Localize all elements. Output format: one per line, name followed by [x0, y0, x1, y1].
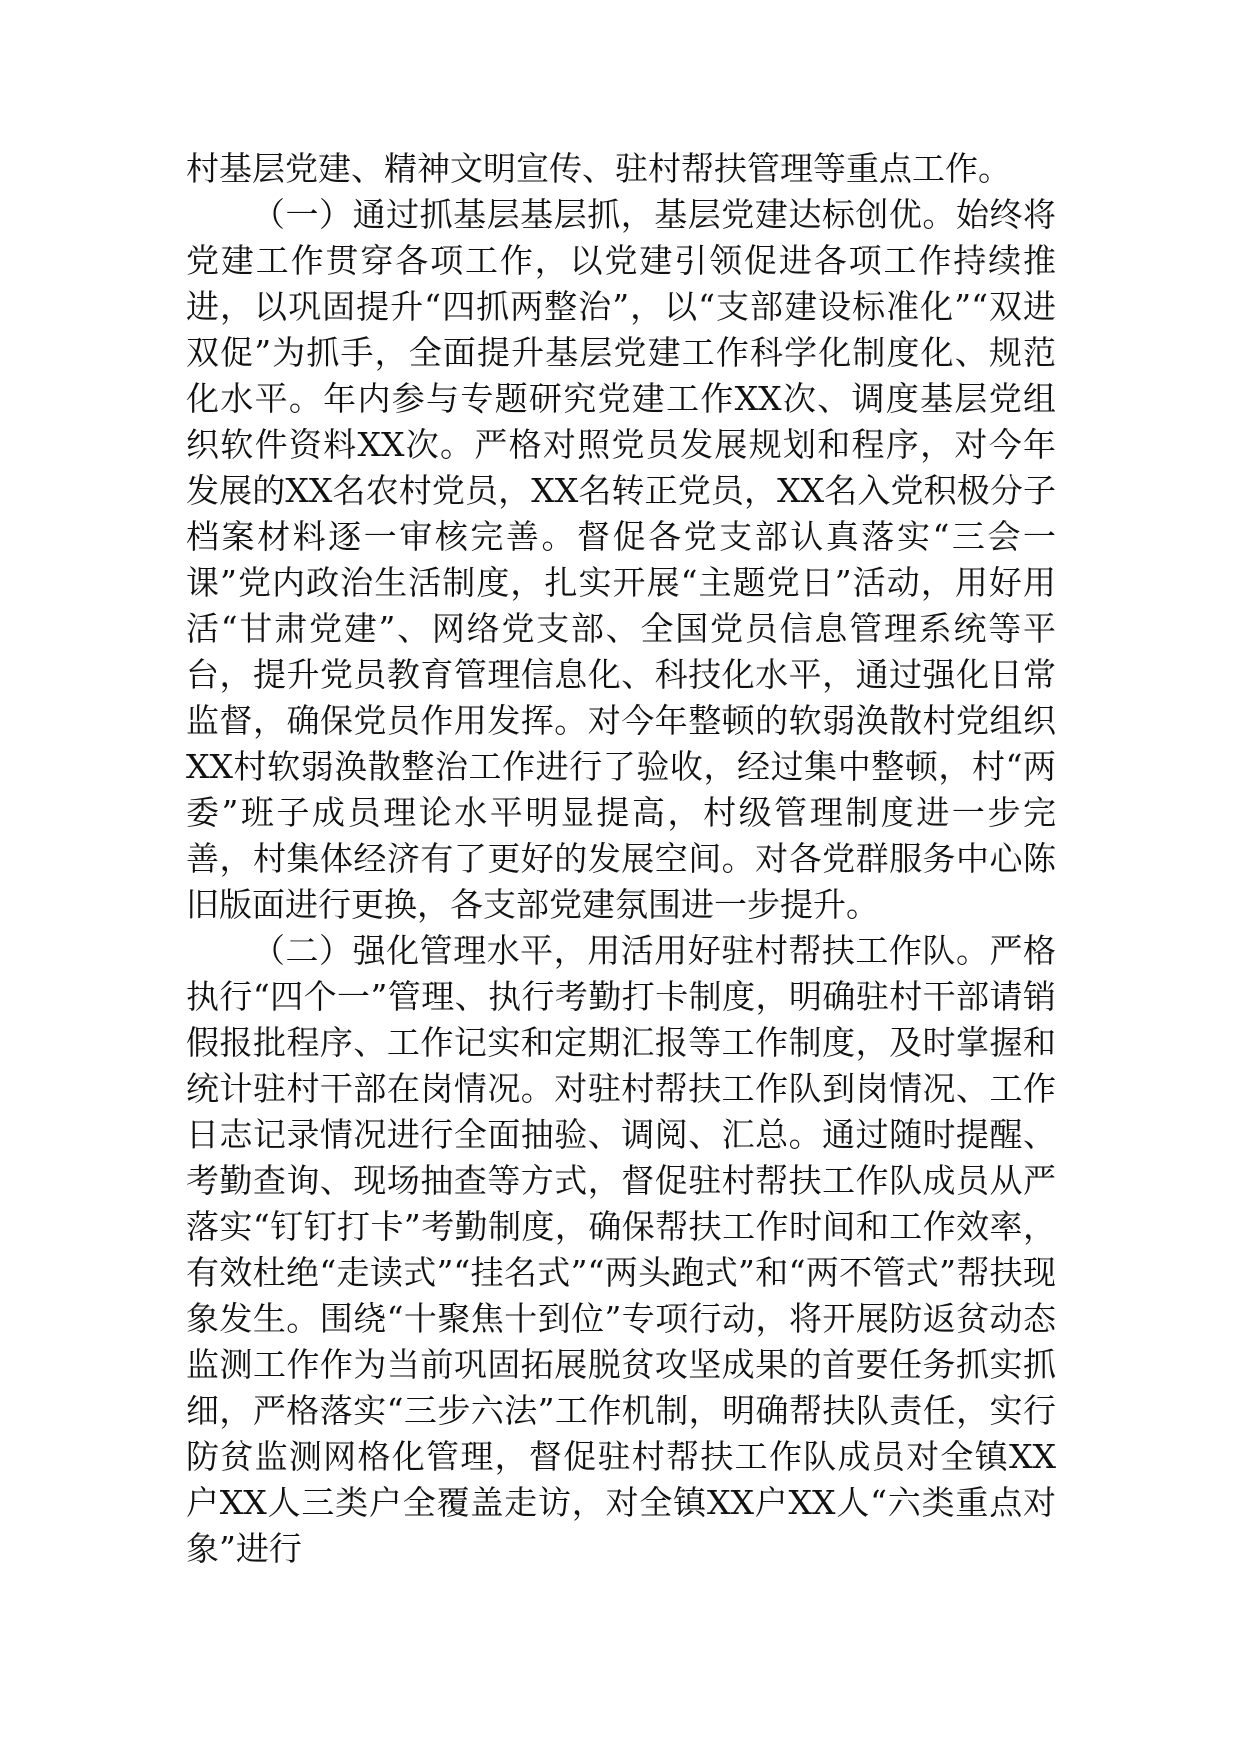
document-page: [186, 146, 1056, 1572]
paragraph-continuation: 村基层党建、精神文明宣传、驻村帮扶管理等重点工作。: [186, 149, 1011, 188]
paragraph-section-one: （一）通过抓基层基层抓，基层党建达标创优。始终将党建工作贯穿各项工作，以党建引领促进各项工作持续推进，以巩固提升“四抓两整治”，以“支部建设标准化”“双进双促”为抓手，全面提升基层党建工作科学化制度化、规范化水平。年内参与专题研究党建工作XX次、调度基层党组织软件资料XX次。严格对照党员发展规划和程序，对今年发展的XX名农村党员，XX名转正党员，XX名入党积极分子档案材料逐一审核完善。督促各党支部认真落实“三会一课”党内政治生活制度，扎实开展“主题党日”活动，用好用活“甘肃党建”、网络党支部、全国党员信息管理系统等平台，提升党员教育管理信息化、科技化水平，通过强化日常监督，确保党员作用发挥。对今年整顿的软弱涣散村党组织XX村软弱涣散整治工作进行了验收，经过集中整顿，村“两委”班子成员理论水平明显提高，村级管理制度进一步完善，村集体经济有了更好的发展空间。对各党群服务中心陈旧版面进行更换，各支部党建氛围进一步提升。: [186, 195, 1056, 924]
paragraph-section-two: （二）强化管理水平，用活用好驻村帮扶工作队。严格执行“四个一”管理、执行考勤打卡制度，明确驻村干部请销假报批程序、工作记实和定期汇报等工作制度，及时掌握和统计驻村干部在岗情况。对驻村帮扶工作队到岗情况、工作日志记录情况进行全面抽验、调阅、汇总。通过随时提醒、考勤查询、现场抽查等方式，督促驻村帮扶工作队成员从严落实“钉钉打卡”考勤制度，确保帮扶工作时间和工作效率，有效杜绝“走读式”“挂名式”“两头跑式”和“两不管式”帮扶现象发生。围绕“十聚焦十到位”专项行动，将开展防返贫动态监测工作作为当前巩固拓展脱贫攻坚成果的首要任务抓实抓细，严格落实“三步六法”工作机制，明确帮扶队责任，实行防贫监测网格化管理，督促驻村帮扶工作队成员对全镇XX户XX人三类户全覆盖走访，对全镇XX户XX人“六类重点对象”进行: [186, 931, 1056, 1568]
